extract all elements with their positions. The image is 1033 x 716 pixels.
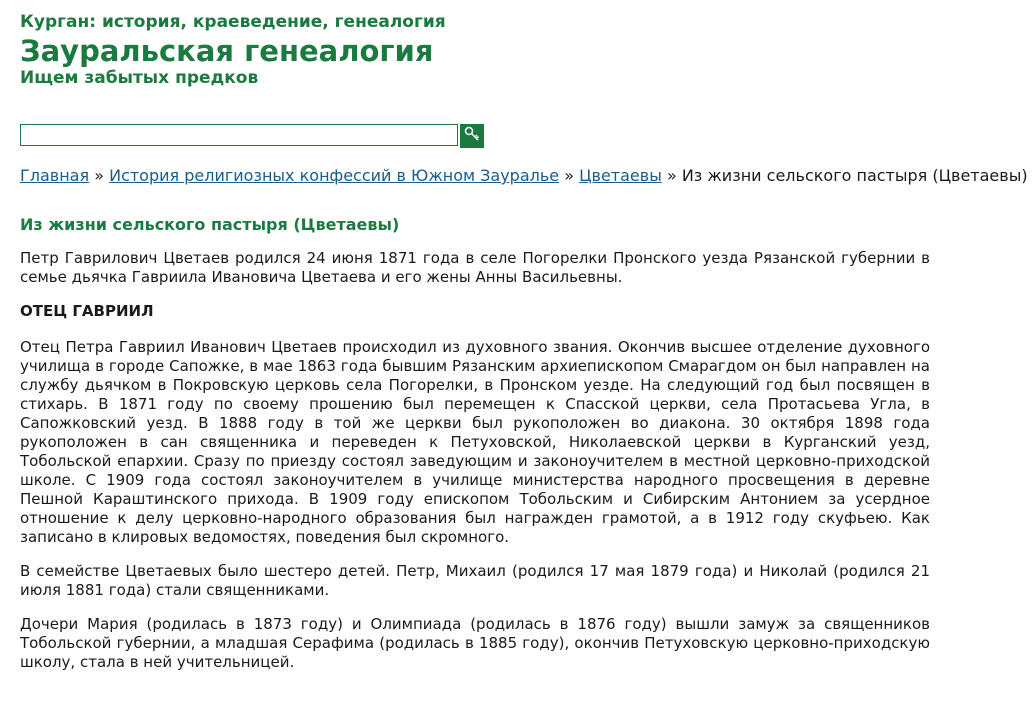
breadcrumb-link-history[interactable]: История религиозных конфессий в Южном Зауралье [109,166,560,185]
site-name[interactable]: Зауральская генеалогия [20,34,434,68]
site-slogan-top: Курган: история, краеведение, генеалогия [20,12,446,32]
article-intro: Петр Гаврилович Цветаев родился 24 июня 1871 года в селе Погорелки Пронского уезда Рязанской губернии в семье дьячка Гавриила Ивановича Цветаева и его жены Анны Васильевны. [20,249,930,286]
section-heading: ОТЕЦ ГАВРИИЛ [20,302,154,320]
search-key-icon [463,125,481,147]
breadcrumb-current: Из жизни сельского пастыря (Цветаевы) [681,166,1028,185]
breadcrumb [20,166,1028,186]
search-form [20,124,484,148]
article [20,214,930,687]
breadcrumb-link-home[interactable]: Главная [20,166,90,185]
breadcrumb-link-tsvetaevy[interactable]: Цветаевы [579,166,662,185]
article-paragraph-1: Отец Петра Гавриил Иванович Цветаев происходил из духовного звания. Окончив высшее отделение духовного училища в городе Сапожке, в мае 1863 года бывшим Рязанским архиепископом Смарагдом он был направлен на службу дьячком в Покровскую церковь села Погорелки, в Пронском уезде. На следующий год был посвящен в стихарь. В 1871 году по своему прошению был перемещен к Спасской церкви, села Протасьева Угла, в Сапожковский уезд. В 1888 году в той же церкви был рукоположен во диакона. 30 октября 1898 года рукоположен в сан священника и переведен к Петуховской, Николаевской церкви в Курганский уезд, Тобольской епархии. Сразу по приезду состоял заведующим и законоучителем в местной церковно-приходской школе. С 1909 года состоял законоучителем в училище министерства народного просвещения в деревне Пешной Караштинского прихода. В 1909 году епископом Тобольским и Сибирским Антонием за усердное отношение к делу церковно-народного образования был награжден грамотой, а в 1912 году скуфьею. Как записано в клировых ведомостях, поведения был скромного. [20,338,930,546]
article-paragraph-3: Дочери Мария (родилась в 1873 году) и Олимпиада (родилась в 1876 году) вышли замуж за священников Тобольской губернии, а младшая Серафима (родилась в 1885 году), окончив Петуховскую церковно-приходскую школу, стала в ней учительницей. [20,615,930,671]
site-header [20,11,446,88]
breadcrumb-separator: » [564,166,575,185]
breadcrumb-separator: » [666,166,677,185]
search-input[interactable] [20,124,458,146]
search-button[interactable] [460,124,484,148]
article-paragraph-2: В семействе Цветаевых было шестеро детей. Петр, Михаил (родился 17 мая 1879 года) и Николай (родился 21 июля 1881 года) стали священниками. [20,562,930,599]
site-slogan: Ищем забытых предков [20,68,259,88]
page-title: Из жизни сельского пастыря (Цветаевы) [20,215,400,234]
breadcrumb-separator: » [94,166,104,185]
